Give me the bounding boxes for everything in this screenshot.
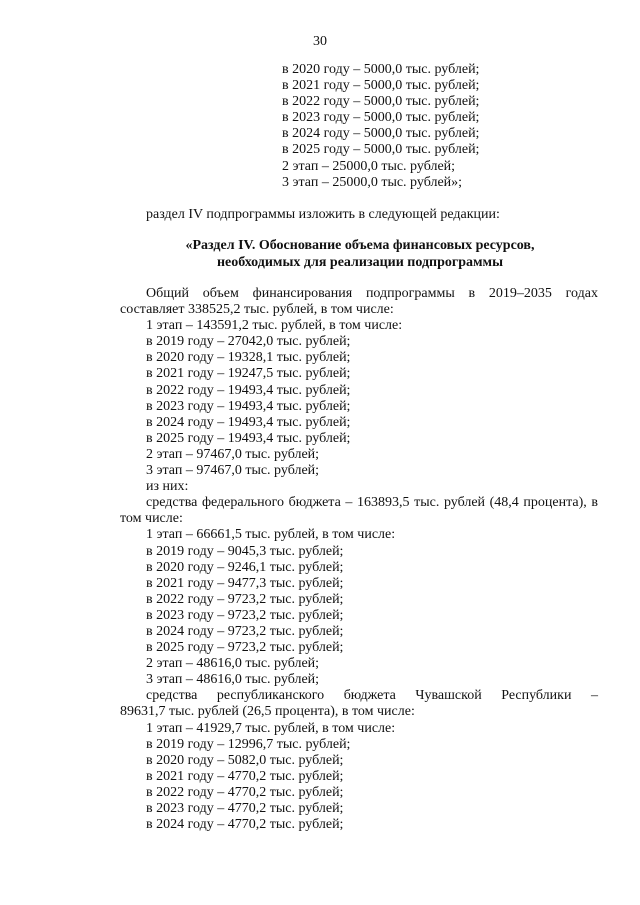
list-item: в 2019 году – 27042,0 тыс. рублей; xyxy=(146,334,351,350)
republic-word: Чувашской xyxy=(415,688,482,704)
republic-word: средства xyxy=(146,688,198,704)
list-item: в 2021 году – 9477,3 тыс. рублей; xyxy=(146,575,344,591)
list-item: в 2025 году – 5000,0 тыс. рублей; xyxy=(282,142,480,158)
list-item: в 2024 году – 19493,4 тыс. рублей; xyxy=(146,414,351,430)
list-item: 3 этап – 48616,0 тыс. рублей; xyxy=(146,672,320,688)
list-item: в 2019 году – 9045,3 тыс. рублей; xyxy=(146,543,344,559)
list-item: 1 этап – 66661,5 тыс. рублей, в том числе: xyxy=(146,527,396,543)
federal-paragraph: средства федерального бюджета – 163893,5 тыс. рублей (48,4 процента), в том числе: xyxy=(120,495,598,527)
list-item: в 2023 году – 5000,0 тыс. рублей; xyxy=(282,110,480,126)
list-item: в 2025 году – 9723,2 тыс. рублей; xyxy=(146,640,344,656)
list-item: 2 этап – 48616,0 тыс. рублей; xyxy=(146,656,320,672)
intro-text: раздел IV подпрограммы изложить в следующей редакции: xyxy=(146,207,500,222)
list-item: в 2022 году – 19493,4 тыс. рублей; xyxy=(146,382,351,398)
list-item: в 2023 году – 19493,4 тыс. рублей; xyxy=(146,398,351,414)
list-item: в 2022 году – 9723,2 тыс. рублей; xyxy=(146,591,344,607)
heading-line-2: необходимых для реализации подпрограммы xyxy=(216,254,504,270)
list-item: в 2024 году – 5000,0 тыс. рублей; xyxy=(282,126,480,142)
list-item: в 2020 году – 9246,1 тыс. рублей; xyxy=(146,559,344,575)
list-item: в 2023 году – 4770,2 тыс. рублей; xyxy=(146,801,344,816)
republic-word: – xyxy=(590,688,598,704)
main-body xyxy=(120,286,598,833)
list-item: в 2020 году – 5000,0 тыс. рублей; xyxy=(282,62,480,77)
list-item: в 2022 году – 4770,2 тыс. рублей; xyxy=(146,784,344,800)
list-item: в 2024 году – 9723,2 тыс. рублей; xyxy=(146,623,344,639)
republic-word: бюджета xyxy=(343,688,396,704)
list-item: в 2021 году – 19247,5 тыс. рублей; xyxy=(146,366,351,382)
list-item: в 2020 году – 5082,0 тыс. рублей; xyxy=(146,752,344,768)
total-paragraph: Общий объем финансирования подпрограммы в 2019–2035 годах составляет 338525,2 тыс. рублей, в том числе: xyxy=(120,286,598,318)
list-item: 2 этап – 25000,0 тыс. рублей; xyxy=(282,158,456,174)
heading-line-1: «Раздел IV. Обоснование объема финансовых ресурсов, xyxy=(185,238,535,253)
list-item: в 2021 году – 4770,2 тыс. рублей; xyxy=(146,768,344,784)
list-item: 2 этап – 97467,0 тыс. рублей; xyxy=(146,446,320,462)
list-item: в 2020 году – 19328,1 тыс. рублей; xyxy=(146,350,351,366)
list-item: в 2025 году – 19493,4 тыс. рублей; xyxy=(146,430,351,446)
list-item: в 2023 году – 9723,2 тыс. рублей; xyxy=(146,607,344,623)
list-item: в 2022 году – 5000,0 тыс. рублей; xyxy=(282,94,480,110)
section-heading xyxy=(120,238,600,271)
list-item: 1 этап – 41929,7 тыс. рублей, в том числе: xyxy=(146,720,396,736)
list-item: в 2024 году – 4770,2 тыс. рублей; xyxy=(146,817,344,833)
republic-paragraph-line xyxy=(120,688,598,704)
of-them-label: из них: xyxy=(146,479,189,495)
list-item: 3 этап – 25000,0 тыс. рублей»; xyxy=(282,174,463,190)
list-item: в 2021 году – 5000,0 тыс. рублей; xyxy=(282,78,480,94)
list-item: в 2019 году – 12996,7 тыс. рублей; xyxy=(146,736,351,752)
republic-word: республиканского xyxy=(216,688,325,704)
list-item: 1 этап – 143591,2 тыс. рублей, в том числе: xyxy=(146,318,403,334)
list-item: 3 этап – 97467,0 тыс. рублей; xyxy=(146,463,320,479)
republic-word: Республики xyxy=(501,688,572,704)
top-funding-list xyxy=(282,62,479,191)
republic-paragraph-cont: 89631,7 тыс. рублей (26,5 процента), в том числе: xyxy=(120,704,415,720)
page-number: 30 xyxy=(313,34,327,49)
